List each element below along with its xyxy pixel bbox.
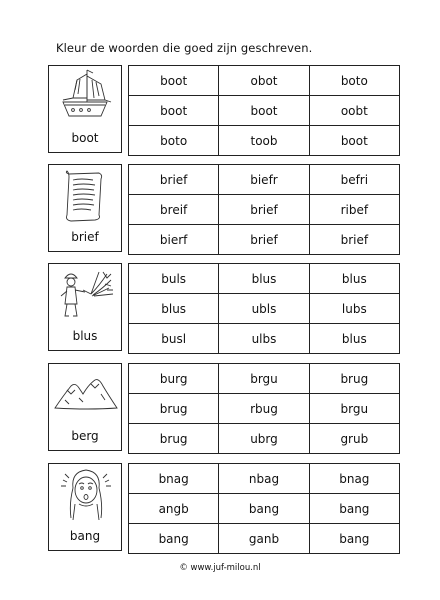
word-grid [128,65,400,156]
picture-word-label: blus [72,329,98,343]
picture-cell [48,65,122,153]
word-grid [128,263,400,354]
word-option[interactable]: blus [309,264,399,294]
picture-cell [48,263,122,351]
word-option[interactable]: grub [309,424,399,454]
picture-word-label: boot [71,131,99,145]
word-option[interactable]: bierf [129,225,219,255]
word-option[interactable]: brief [129,165,219,195]
word-grid [128,164,400,255]
picture-cell [48,363,122,451]
word-option[interactable]: boto [129,126,219,156]
word-option[interactable]: rbug [219,394,309,424]
word-option[interactable]: brug [129,424,219,454]
word-option[interactable]: bang [309,494,399,524]
word-option[interactable]: brief [309,225,399,255]
picture-word-label: bang [69,529,101,543]
word-option[interactable]: busl [129,324,219,354]
word-option[interactable]: brug [309,364,399,394]
word-option[interactable]: boot [309,126,399,156]
word-option[interactable]: ribef [309,195,399,225]
word-grid [128,363,400,454]
picture-cell [48,164,122,252]
word-option[interactable]: boto [309,66,399,96]
word-option[interactable]: bang [129,524,219,554]
word-option[interactable]: obot [219,66,309,96]
word-option[interactable]: oobt [309,96,399,126]
word-option[interactable]: bnag [309,464,399,494]
exercise-bang [48,463,400,551]
word-option[interactable]: ulbs [219,324,309,354]
word-option[interactable]: boot [129,66,219,96]
word-option[interactable]: nbag [219,464,309,494]
word-option[interactable]: toob [219,126,309,156]
word-option[interactable]: breif [129,195,219,225]
word-option[interactable]: boot [129,96,219,126]
word-option[interactable]: buls [129,264,219,294]
instruction-text: Kleur de woorden die goed zijn geschreven. [56,41,313,55]
word-option[interactable]: blus [219,264,309,294]
word-option[interactable]: brgu [219,364,309,394]
word-option[interactable]: brief [219,225,309,255]
exercise-blus [48,263,400,351]
word-option[interactable]: brug [129,394,219,424]
word-option[interactable]: boot [219,96,309,126]
word-option[interactable]: ubls [219,294,309,324]
exercise-boot [48,65,400,153]
word-option[interactable]: brief [219,195,309,225]
picture-cell [48,463,122,551]
word-option[interactable]: blus [129,294,219,324]
word-option[interactable]: ubrg [219,424,309,454]
word-option[interactable]: bnag [129,464,219,494]
word-grid [128,463,400,554]
word-option[interactable]: blus [309,324,399,354]
word-option[interactable]: burg [129,364,219,394]
word-option[interactable]: angb [129,494,219,524]
picture-word-label: brief [71,230,99,244]
word-option[interactable]: brgu [309,394,399,424]
footer-copyright: © www.juf-milou.nl [179,563,261,573]
word-option[interactable]: bang [219,494,309,524]
word-option[interactable]: biefr [219,165,309,195]
exercise-brief [48,164,400,252]
word-option[interactable]: lubs [309,294,399,324]
word-option[interactable]: bang [309,524,399,554]
word-option[interactable]: befri [309,165,399,195]
word-option[interactable]: ganb [219,524,309,554]
exercise-berg [48,363,400,451]
picture-word-label: berg [71,429,99,443]
